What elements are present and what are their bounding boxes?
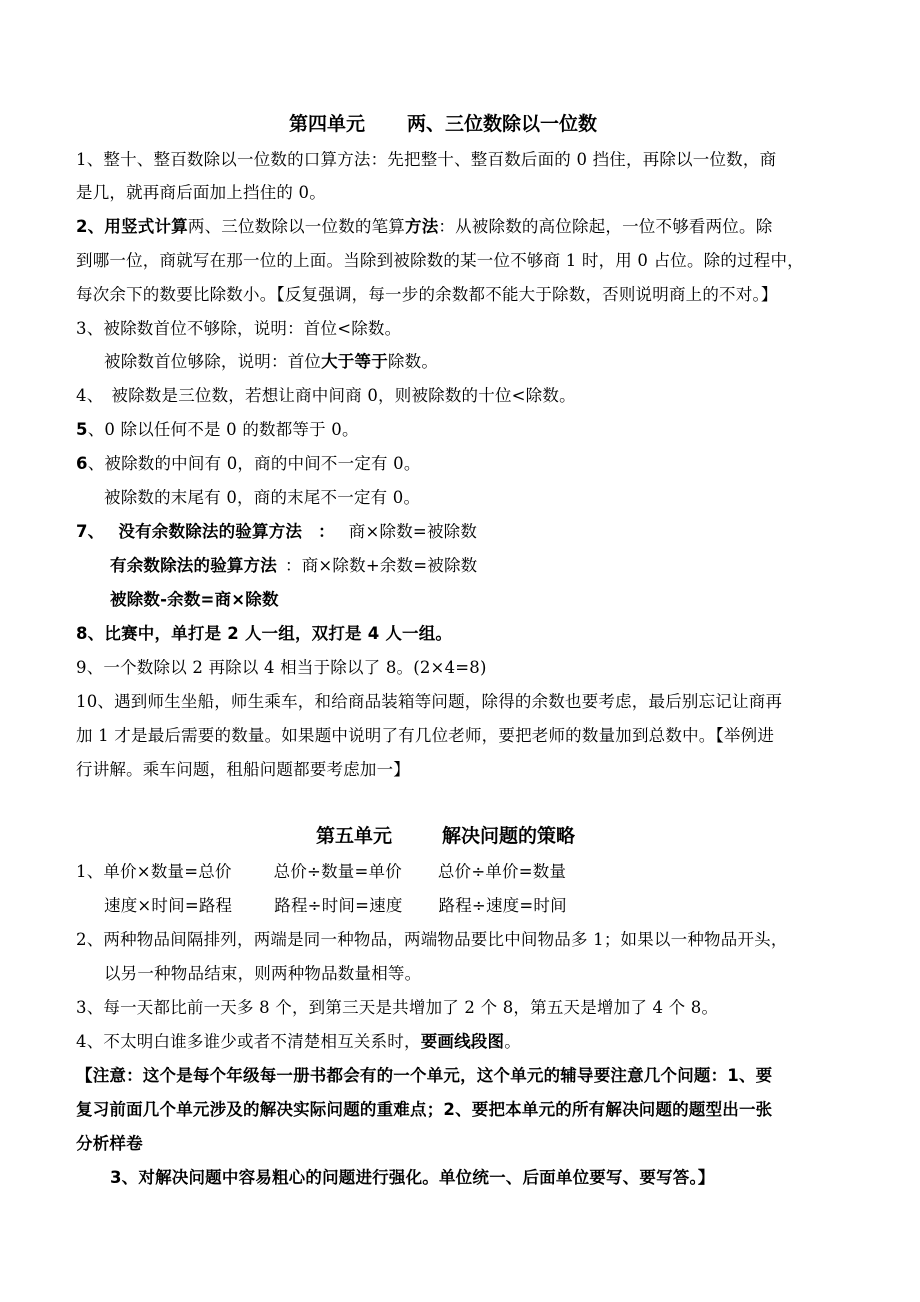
unit5-q4-text-a: 4、不太明白谁多谁少或者不清楚相互关系时， (76, 1032, 421, 1051)
unit4-p4-number: 4、 (76, 386, 104, 405)
unit5-note-line3: 分析样卷 (76, 1134, 143, 1153)
unit5-formula-unit-price: 总价÷数量=单价 (273, 862, 402, 881)
unit4-p2-number: 2、用竖式计算 (76, 217, 188, 236)
unit4-p3-emphasis: 大于等于 (321, 352, 388, 371)
unit4-title-number: 第四单元 (289, 113, 366, 135)
unit4-p5-text: 、0 除以任何不是 0 的数都等于 0。 (87, 420, 359, 439)
unit5-q4 (76, 1032, 521, 1052)
unit5-q3: 3、每一天都比前一天多 8 个，到第三天是共增加了 2 个 8，第五天是增加了 4 个 8。 (76, 998, 719, 1017)
unit4-p7-remainder-formula: ：商×除数+余数=被除数 (285, 556, 478, 575)
unit4-p2-text-c: ：从被除数的高位除起，一位不够看两位。除 (438, 217, 773, 236)
unit4-title-topic: 两、三位数除以一位数 (407, 113, 598, 135)
unit4-p6-line2: 被除数的末尾有 0，商的末尾不一定有 0。 (104, 488, 421, 507)
unit4-p2-line2: 到哪一位，商就写在那一位的上面。当除到被除数的某一位不够商 1 时，用 0 占位。除的过程中， (76, 251, 804, 270)
unit4-p7-number: 7、 (76, 522, 105, 541)
unit5-formula-speed: 路程÷时间=速度 (274, 896, 403, 915)
unit4-p3-text-a: 被除数首位够除，说明：首位 (104, 352, 322, 371)
unit4-p5-number: 5 (76, 420, 88, 439)
unit4-p7-colon: ： (318, 522, 335, 541)
unit5-note-line2: 复习前面几个单元涉及的解决实际问题的重难点；2、要把本单元的所有解决问题的题型出一张 (76, 1100, 773, 1119)
unit4-p4 (76, 386, 576, 406)
unit5-formula-quantity: 总价÷单价=数量 (437, 862, 567, 881)
unit5-formula-total-price: 1、单价×数量=总价 (76, 862, 232, 881)
unit4-p7-line3: 被除数-余数=商×除数 (110, 590, 279, 609)
unit4-p6-number: 6 (76, 454, 88, 473)
unit4-p10-line1: 10、遇到师生坐船，师生乘车，和给商品装箱等问题，除得的余数也要考虑，最后别忘记让商再 (76, 692, 783, 711)
unit4-p4-text: 被除数是三位数，若想让商中间商 0，则被除数的十位<除数。 (111, 386, 576, 405)
unit4-p9: 9、一个数除以 2 再除以 4 相当于除以了 8。(2×4=8) (76, 658, 487, 677)
unit5-q2-line1: 2、两种物品间隔排列，两端是同一种物品，两端物品要比中间物品多 1；如果以一种物品开头， (76, 930, 788, 949)
unit4-p3-line1: 3、被除数首位不够除，说明：首位<除数。 (76, 319, 402, 338)
unit4-p7-no-remainder-label: 没有余数除法的验算方法 (118, 522, 303, 541)
unit5-q4-emphasis: 要画线段图 (420, 1032, 505, 1051)
unit4-p2-line1 (76, 217, 772, 237)
unit5-title (316, 824, 575, 848)
unit4-p6-text: 、被除数的中间有 0，商的中间不一定有 0。 (87, 454, 421, 473)
unit4-p3-line2 (104, 352, 438, 372)
unit4-p5 (76, 420, 359, 440)
unit4-p2-text-a: 两、三位数除以一位数的笔算 (187, 217, 405, 236)
unit5-note-line1: 【注意：这个是每个年级每一册书都会有的一个单元，这个单元的辅导要注意几个问题：1、要 (76, 1066, 773, 1085)
unit4-p10-line3: 行讲解。乘车问题，租船问题都要考虑加一】 (76, 760, 410, 779)
unit4-p2-method: 方法 (405, 217, 439, 236)
unit4-p7-line2 (110, 556, 477, 576)
unit4-p6-line1 (76, 454, 421, 474)
unit5-q1-line1 (76, 862, 566, 882)
unit5-q4-text-c: 。 (504, 1032, 521, 1051)
unit5-formula-distance: 速度×时间=路程 (104, 896, 233, 915)
unit4-p3-text-c: 除数。 (387, 352, 439, 371)
unit5-note-line4: 3、对解决问题中容易粗心的问题进行强化。单位统一、后面单位要写、要写答。】 (110, 1168, 715, 1187)
unit4-p2-line3: 每次余下的数要比除数小。【反复强调，每一步的余数都不能大于除数，否则说明商上的不对。】 (76, 285, 778, 304)
unit4-p7-no-remainder-formula: 商×除数=被除数 (348, 522, 478, 541)
unit5-q1-line2 (104, 896, 567, 916)
unit4-p1-line1: 1、整十、整百数除以一位数的口算方法：先把整十、整百数后面的 0 挡住，再除以一位数，商 (76, 150, 777, 169)
unit5-formula-time: 路程÷速度=时间 (438, 896, 567, 915)
unit4-p1-line2: 是几，就再商后面加上挡住的 0。 (76, 183, 326, 202)
unit4-title (289, 112, 597, 136)
unit5-title-topic: 解决问题的策略 (442, 825, 576, 847)
unit4-p7-line1 (76, 522, 477, 542)
unit5-q2-line2: 以另一种物品结束，则两种物品数量相等。 (104, 964, 422, 983)
unit4-p7-remainder-label: 有余数除法的验算方法 (110, 556, 277, 575)
unit4-p8: 8、比赛中，单打是 2 人一组，双打是 4 人一组。 (76, 624, 453, 643)
unit5-title-number: 第五单元 (316, 825, 393, 847)
unit4-p10-line2: 加 1 才是最后需要的数量。如果题中说明了有几位老师，要把老师的数量加到总数中。【举例进 (76, 726, 775, 745)
